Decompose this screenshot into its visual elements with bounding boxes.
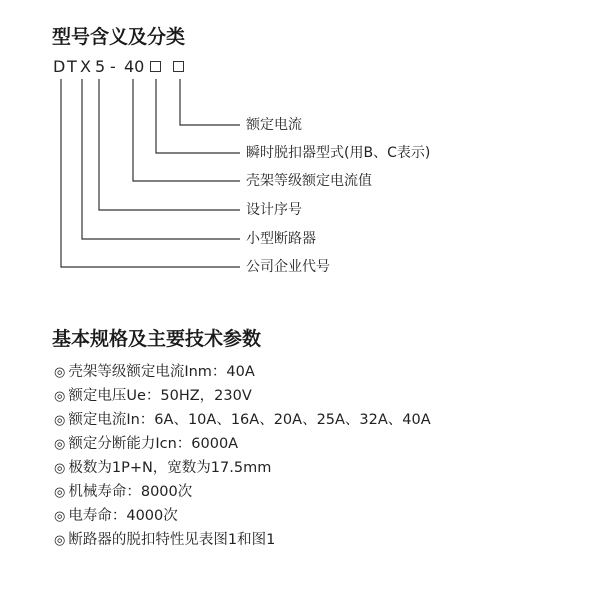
- spec-text: 额定电压Ue：50HZ，230V: [68, 388, 252, 404]
- spec-item: [54, 363, 255, 382]
- meaning-miniature-breaker: 小型断路器: [246, 231, 316, 247]
- bullet-icon: ◎: [54, 389, 66, 404]
- code-type-x: X: [80, 57, 91, 76]
- spec-text: 极数为1P+N，宽数为17.5mm: [68, 460, 272, 476]
- spec-text: 电寿命：4000次: [68, 508, 178, 524]
- section-title-model-meaning: 型号含义及分类: [52, 26, 186, 48]
- spec-item: [54, 507, 178, 526]
- spec-text: 额定分断能力Icn：6000A: [68, 436, 239, 452]
- bullet-icon: ◎: [54, 485, 66, 500]
- meaning-company-code: 公司企业代号: [246, 259, 330, 275]
- spec-item: [54, 435, 238, 454]
- spec-item: [54, 411, 431, 430]
- code-type-t: T: [67, 57, 77, 76]
- spec-item: [54, 387, 252, 406]
- spec-item: [54, 483, 192, 502]
- meaning-rated-current: 额定电流: [246, 117, 302, 133]
- meaning-frame-current: 壳架等级额定电流值: [246, 173, 372, 189]
- bullet-icon: ◎: [54, 437, 66, 452]
- spec-item: [54, 459, 271, 478]
- bullet-icon: ◎: [54, 413, 66, 428]
- spec-text: 断路器的脱扣特性见表图1和图1: [68, 532, 276, 548]
- section-title-specs: 基本规格及主要技术参数: [52, 328, 262, 350]
- bullet-icon: ◎: [54, 509, 66, 524]
- spec-item: [54, 531, 275, 550]
- bullet-icon: ◎: [54, 365, 66, 380]
- bullet-icon: ◎: [54, 533, 66, 548]
- code-rating: 40: [124, 57, 145, 76]
- bullet-icon: ◎: [54, 461, 66, 476]
- spec-text: 额定电流In：6A、10A、16A、20A、25A、32A、40A: [68, 412, 431, 428]
- spec-text: 机械寿命：8000次: [68, 484, 193, 500]
- code-brand: D: [53, 57, 66, 76]
- meaning-design-number: 设计序号: [246, 202, 302, 218]
- meaning-trip-type: 瞬时脱扣器型式(用B、C表示): [246, 145, 431, 161]
- spec-text: 壳架等级额定电流Inm：40A: [68, 364, 255, 380]
- code-dash: -: [110, 57, 116, 76]
- code-design: 5: [95, 57, 106, 76]
